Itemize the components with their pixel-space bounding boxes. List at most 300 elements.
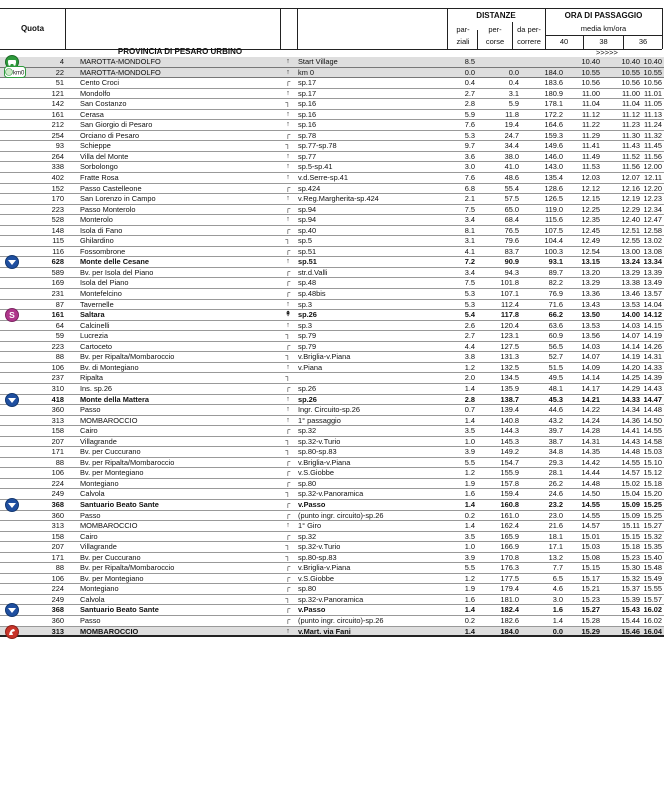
covered-distance-cell: 182.4: [500, 605, 519, 615]
table-row: [0, 426, 664, 437]
time-40-cell: 14.44: [581, 468, 600, 478]
time-40-cell: 10.55: [581, 67, 600, 77]
table-row: [0, 141, 664, 152]
time-36-cell: 11.32: [644, 130, 662, 140]
direction-icon: ┌: [285, 247, 291, 255]
covered-distance-cell: 170.8: [500, 552, 519, 562]
quota-cell: 171: [51, 447, 64, 457]
time-38-cell: 15.18: [621, 542, 640, 552]
time-38-cell: 11.12: [622, 109, 640, 119]
road-cell: v.Briglia-v.Piana: [298, 457, 351, 467]
covered-distance-cell: 55.4: [504, 183, 519, 193]
road-cell: 1° passaggio: [298, 415, 341, 425]
time-38-cell: 13.46: [621, 289, 640, 299]
covered-distance-cell: 94.3: [504, 267, 519, 277]
road-cell: sp.32-v.Panoramica: [298, 594, 364, 604]
location-cell: Calvola: [80, 489, 105, 499]
quota-cell: 59: [55, 331, 64, 341]
direction-icon: ┌: [285, 226, 291, 234]
covered-distance-cell: 68.4: [504, 215, 519, 225]
time-38-cell: 10.56: [621, 78, 640, 88]
time-40-cell: 14.35: [581, 447, 600, 457]
location-cell: MAROTTA-MONDOLFO: [80, 67, 161, 77]
quota-cell: 121: [51, 88, 64, 98]
table-row: [0, 468, 664, 479]
time-36-cell: 15.25: [643, 499, 662, 509]
partial-distance-cell: 1.6: [464, 489, 475, 499]
remaining-distance-cell: 183.6: [544, 78, 563, 88]
covered-distance-cell: 177.5: [500, 573, 519, 583]
header-parziali-2: ziali: [456, 37, 470, 46]
header-media: media km/ora: [580, 24, 627, 33]
time-36-cell: 15.12: [643, 468, 662, 478]
table-row: [0, 352, 664, 363]
location-cell: Bv. per Ripalta/Mombaroccio: [80, 352, 175, 362]
quota-cell: 158: [51, 531, 64, 541]
time-38-cell: 14.36: [621, 415, 640, 425]
location-cell: Bv. per Ripalta/Mombaroccio: [80, 457, 175, 467]
time-38-cell: 12.16: [621, 183, 640, 193]
table-row: [0, 173, 664, 184]
partial-distance-cell: 2.8: [464, 99, 475, 109]
time-40-cell: 14.07: [581, 352, 600, 362]
time-36-cell: 14.19: [643, 331, 662, 341]
table-row: [0, 595, 664, 606]
time-38-cell: 13.53: [621, 299, 640, 309]
time-38-cell: 14.33: [621, 394, 640, 404]
table-row: [0, 373, 664, 384]
road-cell: v.Briglia-v.Piana: [298, 563, 351, 573]
time-36-cell: 13.34: [643, 257, 662, 267]
direction-icon: ┌: [285, 469, 291, 477]
remaining-distance-cell: 39.7: [548, 426, 563, 436]
partial-distance-cell: 7.6: [464, 173, 475, 183]
quota-cell: 161: [51, 109, 64, 119]
covered-distance-cell: 48.6: [504, 173, 519, 183]
partial-distance-cell: 1.2: [464, 468, 475, 478]
road-cell: sp.94: [298, 215, 317, 225]
partial-distance-cell: 8.5: [464, 57, 475, 66]
road-cell: sp.424: [298, 183, 321, 193]
road-cell: sp.51: [298, 257, 317, 267]
time-40-cell: 15.01: [581, 531, 600, 541]
time-40-cell: 12.54: [581, 246, 600, 256]
table-row: [0, 300, 664, 311]
partial-distance-cell: 2.8: [464, 394, 475, 404]
covered-distance-cell: 5.9: [508, 99, 519, 109]
road-cell: sp.32-v.Turio: [298, 436, 341, 446]
quota-cell: 249: [51, 594, 64, 604]
remaining-distance-cell: 43.2: [548, 415, 563, 425]
quota-cell: 528: [51, 215, 64, 225]
quota-cell: 223: [51, 341, 64, 351]
location-cell: MAROTTA-MONDOLFO: [80, 57, 161, 66]
table-row: [0, 532, 664, 543]
direction-icon: ┌: [285, 585, 291, 593]
partial-distance-cell: 0.4: [464, 78, 475, 88]
location-cell: Passo Castelleone: [80, 183, 142, 193]
location-cell: Montefelcino: [80, 289, 122, 299]
table-row: [0, 437, 664, 448]
table-row: [0, 447, 664, 458]
covered-distance-cell: 134.5: [500, 373, 519, 383]
remaining-distance-cell: 44.6: [548, 405, 563, 415]
finish-icon: [4, 625, 24, 638]
direction-icon: ┐: [285, 553, 291, 561]
direction-icon: ↑: [286, 216, 290, 224]
time-40-cell: 14.48: [581, 478, 600, 488]
time-38-cell: 12.19: [621, 194, 640, 204]
time-40-cell: 14.28: [581, 426, 600, 436]
location-cell: Monte delle Cesane: [80, 257, 149, 267]
partial-distance-cell: 0.2: [464, 615, 475, 625]
time-38-cell: 13.24: [621, 257, 640, 267]
time-36-cell: 15.35: [643, 542, 662, 552]
time-40-cell: 13.43: [581, 299, 600, 309]
remaining-distance-cell: 71.6: [548, 299, 563, 309]
direction-icon: ↑: [286, 163, 290, 171]
covered-distance-cell: 138.7: [500, 394, 519, 404]
table-row: [0, 331, 664, 342]
time-36-cell: 11.05: [644, 99, 662, 109]
quota-cell: 589: [51, 267, 64, 277]
road-cell: 1° Giro: [298, 521, 322, 531]
table-row: [0, 500, 664, 511]
partial-distance-cell: 1.0: [464, 436, 475, 446]
road-cell: sp.16: [298, 99, 317, 109]
time-40-cell: 11.53: [582, 162, 600, 172]
location-cell: Orciano di Pesaro: [80, 130, 140, 140]
time-38-cell: 14.55: [621, 457, 640, 467]
time-38-cell: 14.03: [621, 320, 640, 330]
location-cell: Cento Croci: [80, 78, 120, 88]
time-38-cell: 11.43: [622, 141, 640, 151]
table-row: [0, 627, 664, 638]
table-row: [0, 131, 664, 142]
remaining-distance-cell: 146.0: [544, 151, 563, 161]
road-cell: sp.77: [298, 151, 317, 161]
time-38-cell: 13.00: [621, 246, 640, 256]
time-38-cell: 15.43: [621, 605, 640, 615]
partial-distance-cell: 1.4: [464, 383, 475, 393]
time-40-cell: 13.20: [581, 267, 600, 277]
time-36-cell: 14.12: [643, 310, 662, 320]
remaining-distance-cell: 1.6: [552, 605, 563, 615]
partial-distance-cell: 3.9: [464, 447, 475, 457]
road-cell: sp.17: [298, 88, 317, 98]
time-38-cell: 13.29: [621, 267, 640, 277]
table-row: [0, 120, 664, 131]
road-cell: sp.80-sp.83: [298, 552, 337, 562]
remaining-distance-cell: 82.2: [548, 278, 563, 288]
partial-distance-cell: 5.5: [464, 563, 475, 573]
location-cell: MOMBAROCCIO: [80, 626, 139, 636]
quota-cell: 368: [51, 499, 64, 509]
table-row: [0, 542, 664, 553]
table-row: [0, 479, 664, 490]
header-distanze: DISTANZE: [476, 11, 516, 20]
location-cell: Passo: [80, 510, 101, 520]
time-38-cell: 14.41: [621, 426, 640, 436]
time-36-cell: 12.00: [643, 162, 662, 172]
road-cell: sp.32: [298, 531, 317, 541]
quota-cell: 116: [52, 246, 64, 256]
time-40-cell: 14.24: [581, 415, 600, 425]
road-cell: sp.78: [298, 130, 317, 140]
direction-icon: ↑: [286, 121, 290, 129]
svg-text:km0: km0: [13, 70, 25, 77]
partial-distance-cell: 5.3: [464, 289, 475, 299]
table-row: [0, 616, 664, 627]
covered-distance-cell: 184.0: [500, 626, 519, 636]
direction-icon: ┐: [285, 448, 291, 456]
covered-distance-cell: 79.6: [504, 236, 519, 246]
time-36-cell: 15.27: [643, 521, 662, 531]
direction-icon: ┌: [285, 268, 291, 276]
location-cell: Isola di Fano: [80, 225, 123, 235]
time-36-cell: 15.25: [643, 510, 662, 520]
quota-cell: 360: [51, 615, 64, 625]
time-40-cell: 14.55: [581, 499, 600, 509]
header-parziali-1: par-: [456, 25, 470, 34]
covered-distance-cell: 112.4: [501, 299, 519, 309]
partial-distance-cell: 1.4: [464, 415, 475, 425]
quota-cell: 88: [55, 352, 64, 362]
covered-distance-cell: 181.0: [500, 594, 519, 604]
time-36-cell: 14.15: [643, 320, 662, 330]
road-cell: sp.77-sp.78: [298, 141, 337, 151]
table-row: [0, 184, 664, 195]
direction-icon: ↑: [286, 300, 290, 308]
header-percorse-1: per-: [488, 25, 502, 34]
time-36-cell: 14.33: [643, 362, 662, 372]
time-36-cell: 11.24: [644, 120, 662, 130]
time-38-cell: 14.34: [621, 405, 640, 415]
time-40-cell: 11.29: [582, 130, 600, 140]
location-cell: Cartoceto: [80, 341, 113, 351]
table-row: [0, 152, 664, 163]
road-cell: sp.26: [298, 394, 317, 404]
table-row: [0, 247, 664, 258]
time-40-cell: 14.50: [581, 489, 600, 499]
partial-distance-cell: 1.4: [464, 499, 475, 509]
time-36-cell: 15.18: [643, 478, 662, 488]
remaining-distance-cell: 56.5: [548, 341, 563, 351]
location-cell: Schieppe: [80, 141, 111, 151]
table-row: [0, 321, 664, 332]
road-cell: sp.80: [298, 478, 317, 488]
time-36-cell: 15.55: [643, 584, 662, 594]
partial-distance-cell: 5.4: [464, 310, 475, 320]
table-row: [0, 68, 664, 79]
road-cell: v.Passo: [298, 605, 326, 615]
direction-icon: ┌: [285, 500, 291, 508]
gpm-icon: [4, 393, 24, 406]
location-cell: Villa del Monte: [80, 151, 129, 161]
time-38-cell: 14.20: [621, 362, 640, 372]
time-40-cell: 12.45: [581, 225, 600, 235]
time-40-cell: 15.17: [581, 573, 600, 583]
time-38-cell: 14.57: [621, 468, 640, 478]
location-cell: Fratte Rosa: [80, 173, 119, 183]
quota-cell: 93: [55, 141, 64, 151]
time-40-cell: 14.21: [581, 394, 600, 404]
time-38-cell: 15.32: [621, 573, 640, 583]
quota-cell: 223: [51, 204, 64, 214]
remaining-distance-cell: 48.1: [548, 383, 563, 393]
quota-cell: 231: [51, 289, 64, 299]
location-cell: MOMBAROCCIO: [80, 415, 138, 425]
table-row: [0, 110, 664, 121]
location-cell: Mondolfo: [80, 88, 111, 98]
road-cell: (punto ingr. circuito)-sp.26: [298, 510, 384, 520]
time-36-cell: 14.26: [643, 341, 662, 351]
covered-distance-cell: 120.4: [500, 320, 519, 330]
road-cell: sp.80-sp.83: [298, 447, 337, 457]
direction-icon: ┐: [285, 437, 291, 445]
direction-icon: ┌: [285, 205, 291, 213]
direction-icon: ↑: [286, 58, 290, 65]
covered-distance-cell: 139.4: [500, 405, 519, 415]
time-36-cell: 14.43: [643, 383, 662, 393]
remaining-distance-cell: 4.6: [552, 584, 563, 594]
time-36-cell: 14.58: [643, 436, 662, 446]
table-row: [0, 57, 664, 68]
time-40-cell: 15.03: [581, 542, 600, 552]
direction-icon: ┐: [285, 374, 291, 382]
location-cell: Calvola: [80, 594, 105, 604]
location-cell: San Costanzo: [80, 99, 127, 109]
location-cell: Passo: [80, 405, 101, 415]
time-36-cell: 14.39: [643, 373, 662, 383]
table-row: [0, 574, 664, 585]
time-38-cell: 11.52: [622, 151, 640, 161]
covered-distance-cell: 41.0: [504, 162, 519, 172]
time-38-cell: 11.56: [622, 162, 640, 172]
quota-cell: 207: [51, 436, 64, 446]
location-cell: Sorbolongo: [80, 162, 118, 172]
partial-distance-cell: 2.1: [464, 194, 475, 204]
table-row: [0, 236, 664, 247]
covered-distance-cell: 107.1: [500, 289, 519, 299]
time-40-cell: 11.41: [582, 141, 600, 151]
time-36-cell: 11.45: [644, 141, 662, 151]
quota-cell: 158: [51, 426, 64, 436]
time-40-cell: 10.56: [581, 78, 600, 88]
road-cell: sp.5: [298, 236, 312, 246]
remaining-distance-cell: 172.2: [544, 109, 563, 119]
sprint-icon: [4, 308, 24, 321]
covered-distance-cell: 76.5: [504, 225, 519, 235]
location-cell: Bv. per Montegiano: [80, 573, 144, 583]
remaining-distance-cell: 135.4: [544, 173, 563, 183]
direction-icon: ↑: [286, 395, 290, 403]
table-row: [0, 395, 664, 406]
table-row: [0, 99, 664, 110]
header-speed-40: 40: [559, 37, 569, 46]
road-cell: sp.32-v.Turio: [298, 542, 341, 552]
partial-distance-cell: 3.5: [464, 426, 475, 436]
time-40-cell: 15.29: [581, 626, 600, 636]
table-row: [0, 289, 664, 300]
time-40-cell: 10.40: [581, 57, 600, 66]
covered-distance-cell: 165.9: [500, 531, 519, 541]
partial-distance-cell: 1.0: [464, 542, 475, 552]
direction-icon: ┌: [285, 511, 291, 519]
road-cell: sp.80: [298, 584, 317, 594]
direction-icon: ┌: [285, 290, 291, 298]
location-cell: Isola del Piano: [80, 278, 129, 288]
time-38-cell: 14.25: [621, 373, 640, 383]
time-36-cell: 11.56: [644, 151, 662, 161]
covered-distance-cell: 11.8: [505, 109, 519, 119]
direction-arrows: >>>>>: [596, 48, 618, 57]
partial-distance-cell: 0.7: [464, 405, 475, 415]
time-36-cell: 15.57: [643, 594, 662, 604]
remaining-distance-cell: 38.7: [548, 436, 563, 446]
direction-icon: ↑: [286, 363, 290, 371]
road-cell: sp.48: [298, 278, 317, 288]
road-cell: sp.3: [298, 299, 312, 309]
direction-icon: ┌: [285, 384, 291, 392]
covered-distance-cell: 38.0: [504, 151, 519, 161]
header-da-percorrere-1: da per-: [517, 25, 541, 34]
time-36-cell: 13.02: [643, 236, 662, 246]
table-row: [0, 405, 664, 416]
direction-icon: ↑: [286, 258, 290, 266]
province-title: PROVINCIA DI PESARO URBINO: [117, 47, 243, 56]
time-38-cell: 14.14: [621, 341, 640, 351]
table-row: [0, 268, 664, 279]
location-cell: Ins. sp.26: [80, 383, 113, 393]
location-cell: Calcinelli: [80, 320, 110, 330]
time-38-cell: 15.44: [621, 615, 640, 625]
location-cell: Monterolo: [80, 215, 113, 225]
location-cell: Bv. di Montegiano: [80, 362, 139, 372]
direction-icon: ┌: [285, 279, 291, 287]
time-40-cell: 12.25: [581, 204, 600, 214]
partial-distance-cell: 7.5: [464, 278, 475, 288]
time-38-cell: 11.30: [622, 130, 640, 140]
covered-distance-cell: 123.1: [500, 331, 519, 341]
direction-icon: ┐: [285, 353, 291, 361]
remaining-distance-cell: 107.5: [544, 225, 563, 235]
covered-distance-cell: 131.3: [500, 352, 519, 362]
time-36-cell: 10.56: [643, 78, 662, 88]
direction-icon: ┌: [285, 184, 291, 192]
time-40-cell: 11.49: [582, 151, 600, 161]
quota-cell: 628: [51, 257, 64, 267]
quota-cell: 313: [51, 626, 64, 636]
covered-distance-cell: 117.8: [500, 310, 519, 320]
road-cell: sp.32: [298, 426, 317, 436]
time-38-cell: 10.55: [621, 67, 640, 77]
road-cell: sp.16: [298, 109, 317, 119]
direction-icon: ┌: [285, 532, 291, 540]
partial-distance-cell: 7.5: [464, 204, 475, 214]
partial-distance-cell: 1.4: [464, 605, 475, 615]
remaining-distance-cell: 23.0: [548, 510, 563, 520]
direction-icon: ↟: [285, 311, 291, 319]
quota-cell: 360: [51, 510, 64, 520]
remaining-distance-cell: 17.1: [548, 542, 563, 552]
quota-cell: 313: [51, 415, 64, 425]
direction-icon: ┐: [285, 237, 291, 245]
gpm-icon: [4, 603, 24, 616]
quota-cell: 171: [51, 552, 64, 562]
table-row: [0, 363, 664, 374]
quota-cell: 22: [55, 67, 64, 77]
